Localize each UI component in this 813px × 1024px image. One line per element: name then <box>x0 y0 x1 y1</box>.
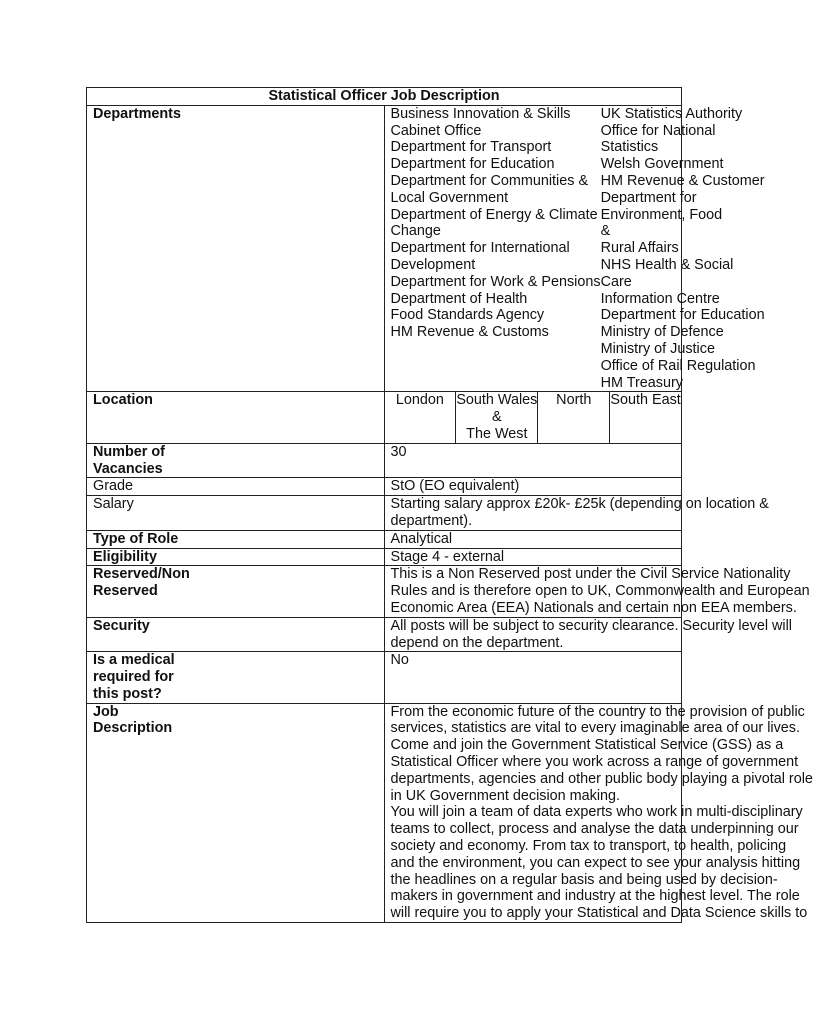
type-of-role-label: Type of Role <box>87 530 385 548</box>
reserved-label-line: Reserved/Non <box>93 566 190 583</box>
dept-item: HM Treasury <box>600 374 683 391</box>
job-description-label-line: Job <box>93 703 119 720</box>
security-label: Security <box>87 617 385 652</box>
salary-line: Starting salary approx £20k- £25k (depending on location & <box>390 496 769 513</box>
location-south-wales <box>455 392 537 442</box>
job-description-line: in UK Government decision making. <box>390 787 621 804</box>
title-row <box>87 88 682 106</box>
job-description-line: teams to collect, process and analyse the data underpinning our <box>390 821 799 838</box>
document-title: Statistical Officer Job Description <box>87 88 682 106</box>
dept-item: Cabinet Office <box>390 122 482 139</box>
salary-row <box>87 496 682 531</box>
job-description-line: will require you to apply your Statistical and Data Science skills to <box>390 905 808 922</box>
dept-item: Welsh Government <box>600 156 724 173</box>
reserved-value <box>384 566 810 617</box>
dept-item: Ministry of Defence <box>600 324 724 341</box>
departments-value <box>384 105 765 392</box>
job-description-table <box>86 87 813 923</box>
dept-item: Local Government <box>390 189 509 206</box>
location-london: London <box>395 392 444 409</box>
dept-item: Department of Energy & Climate <box>390 206 598 223</box>
job-description-line: the headlines on a regular basis and being used by decision- <box>390 871 778 888</box>
dept-item: Information Centre <box>600 290 720 307</box>
job-description-line: You will join a team of data experts who work in multi-disciplinary <box>390 804 803 821</box>
job-description-row <box>87 703 682 922</box>
dept-item: Department for Education <box>600 307 765 324</box>
medical-row <box>87 652 682 703</box>
location-south-wales-line: The West <box>466 425 528 442</box>
eligibility-label: Eligibility <box>87 548 385 566</box>
dept-item: Rural Affairs <box>600 240 679 257</box>
job-description-line: makers in government and industry at the highest level. The role <box>390 888 800 905</box>
vacancies-label <box>87 443 385 478</box>
medical-label <box>87 652 385 703</box>
location-value <box>384 392 682 443</box>
medical-label-line: Is a medical <box>93 652 175 669</box>
eligibility-value: Stage 4 - external <box>384 548 682 566</box>
reserved-line: Rules and is therefore open to UK, Commonwealth and European <box>390 583 810 600</box>
location-north: North <box>537 392 609 442</box>
reserved-row <box>87 566 682 617</box>
dept-item: Department for Communities & <box>390 172 589 189</box>
reserved-line: This is a Non Reserved post under the Civil Service Nationality <box>390 566 791 583</box>
dept-item: Ministry of Justice <box>600 340 715 357</box>
dept-item: Department for <box>600 189 697 206</box>
security-row <box>87 617 682 652</box>
security-line: depend on the department. <box>390 634 564 651</box>
job-description-label <box>87 703 385 922</box>
reserved-label <box>87 566 385 617</box>
dept-item: HM Revenue & Customer <box>600 172 765 189</box>
salary-line: department). <box>390 512 473 529</box>
dept-item: Environment, Food <box>600 206 723 223</box>
salary-value <box>384 496 769 531</box>
medical-label-line: this post? <box>93 685 162 702</box>
eligibility-row <box>87 548 682 566</box>
dept-item: Office for National <box>600 122 716 139</box>
dept-item: Food Standards Agency <box>390 307 545 324</box>
job-description-line: services, statistics are vital to every imaginable area of our lives. <box>390 720 801 737</box>
medical-label-line: required for <box>93 669 174 686</box>
type-of-role-value: Analytical <box>384 530 682 548</box>
departments-right-list <box>601 106 765 392</box>
location-south-east: South East <box>609 392 681 442</box>
dept-item: NHS Health & Social <box>600 256 734 273</box>
vacancies-label-line: Number of <box>93 443 165 460</box>
job-description-line: departments, agencies and other public body playing a pivotal role <box>390 770 813 787</box>
grade-label: Grade <box>87 478 385 496</box>
type-of-role-row <box>87 530 682 548</box>
job-description-line: Statistical Officer where you work across a range of government <box>390 754 799 771</box>
reserved-label-line: Reserved <box>93 583 158 600</box>
job-description-line: Come and join the Government Statistical Service (GSS) as a <box>390 737 784 754</box>
dept-item: Care <box>600 273 632 290</box>
dept-item: Department for International <box>390 240 570 257</box>
vacancies-label-line: Vacancies <box>93 460 163 477</box>
dept-item: Business Innovation & Skills <box>390 105 571 122</box>
dept-item: HM Revenue & Customs <box>390 324 549 341</box>
dept-item: Change <box>390 223 441 240</box>
vacancies-value: 30 <box>384 443 682 478</box>
vacancies-row <box>87 443 682 478</box>
dept-item: Development <box>390 256 476 273</box>
reserved-line: Economic Area (EEA) Nationals and certain non EEA members. <box>390 599 797 616</box>
location-row <box>87 392 682 443</box>
salary-label: Salary <box>87 496 385 531</box>
medical-value: No <box>384 652 682 703</box>
dept-item: UK Statistics Authority <box>600 105 743 122</box>
departments-left-list <box>391 106 601 392</box>
security-value <box>384 617 792 652</box>
grade-value: StO (EO equivalent) <box>384 478 682 496</box>
location-south-wales-line: South Wales <box>456 392 538 409</box>
dept-item: Department for Education <box>390 156 555 173</box>
grade-row <box>87 478 682 496</box>
dept-item: Statistics <box>600 139 659 156</box>
job-description-label-line: Description <box>93 720 173 737</box>
dept-item: & <box>600 223 611 240</box>
security-line: All posts will be subject to security clearance. Security level will <box>390 617 792 634</box>
location-south-wales-line: & <box>492 409 502 426</box>
departments-label: Departments <box>87 105 385 392</box>
departments-row <box>87 105 682 392</box>
job-description-line: From the economic future of the country to the provision of public <box>390 703 805 720</box>
job-description-line: society and economy. From tax to transport, to health, policing <box>390 838 787 855</box>
job-description-line: and the environment, you can expect to see your analysis hitting <box>390 854 801 871</box>
dept-item: Department for Transport <box>390 139 552 156</box>
location-label: Location <box>87 392 385 443</box>
job-description-value <box>384 703 813 922</box>
dept-item: Department of Health <box>390 290 528 307</box>
dept-item: Office of Rail Regulation <box>600 357 756 374</box>
dept-item: Department for Work & Pensions <box>390 273 601 290</box>
